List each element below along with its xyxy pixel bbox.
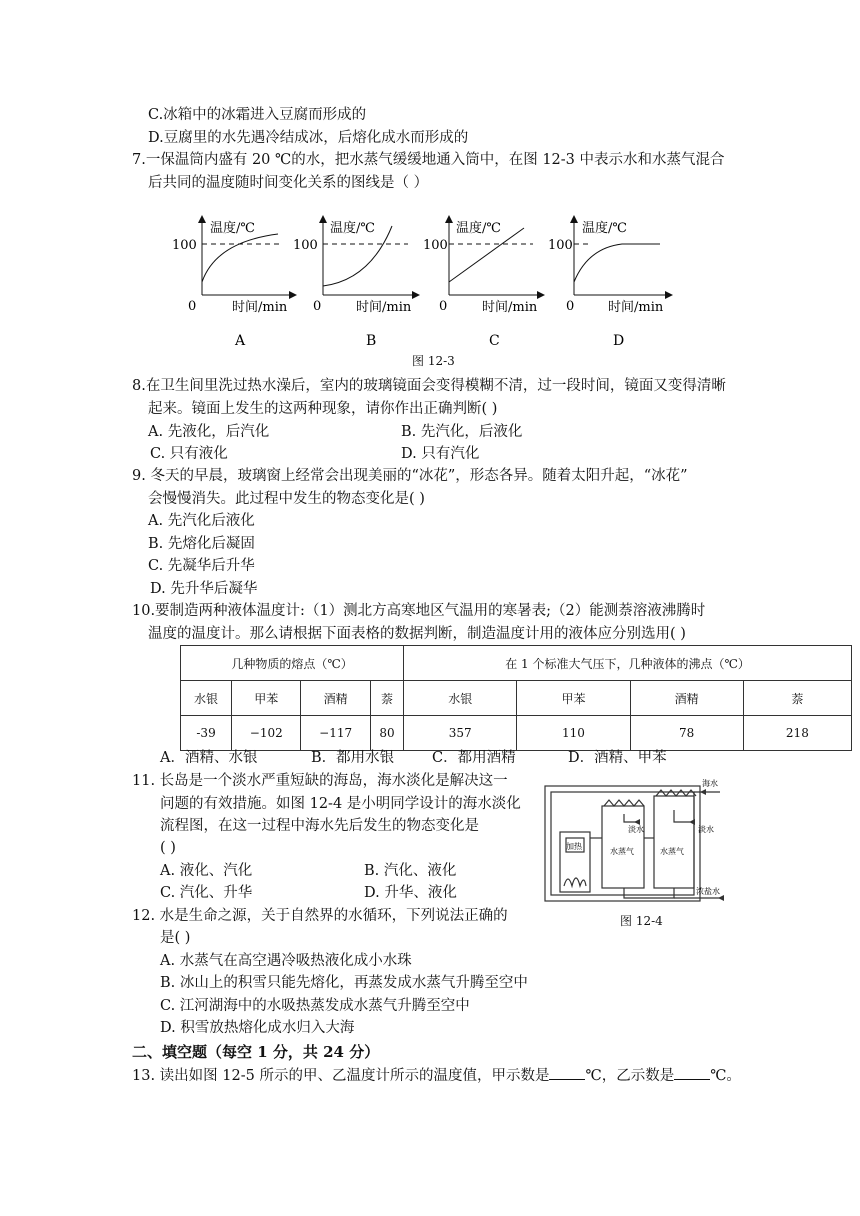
q13-text-pre: 13. 读出如图 12-5 所示的甲、乙温度计所示的温度值，甲示数是 — [132, 1068, 550, 1084]
graph-c — [423, 216, 544, 349]
table-cell: 218 — [743, 716, 851, 751]
q13-blank-yi[interactable] — [674, 1065, 710, 1080]
table-cell: -39 — [181, 716, 232, 751]
q12-text-line1: 12. 水是生命之源，关于自然界的水循环，下列说法正确的 — [132, 908, 508, 924]
graph-d-ylabel: 温度/℃ — [582, 221, 627, 236]
graph-b-tick-100: 100 — [293, 238, 318, 253]
graph-d-label: D — [613, 333, 625, 349]
q12-option-c: C. 江河湖海中的水吸热蒸发成水蒸气升腾至空中 — [160, 998, 470, 1014]
table-header-boiling: 在 1 个标准大气压下，几种液体的沸点（℃） — [404, 646, 852, 681]
q9-option-d: D. 先升华后凝华 — [150, 581, 258, 597]
q10-option-c: C．都用酒精 — [432, 750, 516, 766]
q8-option-d: D. 只有汽化 — [401, 446, 480, 462]
q9-option-b: B. 先熔化后凝固 — [148, 536, 255, 552]
table-cell: 78 — [630, 716, 743, 751]
graph-c-origin: 0 — [439, 299, 448, 314]
table-col-header: 水银 — [404, 681, 517, 716]
q10-option-d: D．酒精、甲苯 — [568, 750, 667, 766]
q10-data-table — [180, 645, 852, 751]
fig-label-fresh-2: 淡水 — [698, 825, 714, 834]
graph-a-tick-100: 100 — [172, 238, 197, 253]
figure-12-4-caption: 图 12-4 — [620, 914, 663, 928]
q11-text-line3: 流程图，在这一过程中海水先后发生的物态变化是 — [160, 818, 479, 834]
q10-option-b: B．都用水银 — [311, 750, 395, 766]
q11-option-c: C. 汽化、升华 — [160, 885, 253, 901]
fig-label-heat: 加热 — [566, 842, 582, 851]
fig-label-vapor-2: 水蒸气 — [660, 847, 684, 856]
q6-option-d: D.豆腐里的水先遇冷结成冰，后熔化成水而形成的 — [148, 130, 469, 146]
q11-text-line2: 问题的有效措施。如图 12-4 是小明同学设计的海水淡化 — [160, 796, 521, 812]
q12-option-d: D. 积雪放热熔化成水归入大海 — [160, 1020, 355, 1036]
q7-text-line1: 7.一保温筒内盛有 20 ℃的水，把水蒸气缓缓地通入筒中，在图 12-3 中表示水和水蒸气混合 — [132, 152, 725, 168]
q11-text-line1: 11. 长岛是一个淡水严重短缺的海岛，海水淡化是解决这一 — [132, 773, 508, 789]
q8-option-c: C. 只有液化 — [150, 446, 228, 462]
graph-b-origin: 0 — [313, 299, 322, 314]
table-col-header: 甲苯 — [517, 681, 630, 716]
q13-text-end: ℃。 — [710, 1068, 741, 1084]
table-col-header: 水银 — [181, 681, 232, 716]
table-col-header: 酒精 — [630, 681, 743, 716]
table-cell: 357 — [404, 716, 517, 751]
table-cell: 80 — [370, 716, 403, 751]
graph-a-ylabel: 温度/℃ — [210, 221, 255, 236]
q7-text-line2: 后共同的温度随时间变化关系的图线是（ ） — [148, 175, 429, 191]
q11-option-b: B. 汽化、液化 — [364, 863, 457, 879]
graph-a-xlabel: 时间/min — [232, 300, 288, 315]
table-header-melting: 几种物质的熔点（℃） — [181, 646, 404, 681]
table-cell: −117 — [301, 716, 370, 751]
graph-c-xlabel: 时间/min — [482, 300, 538, 315]
graph-d-xlabel: 时间/min — [608, 300, 664, 315]
q10-text-line1: 10.要制造两种液体温度计:（1）测北方高寒地区气温用的寒暑表;（2）能测萘溶液沸腾时 — [132, 603, 706, 619]
graph-b-label: B — [366, 333, 377, 349]
q9-option-a: A. 先汽化后液化 — [148, 513, 255, 529]
table-col-header: 萘 — [370, 681, 403, 716]
graph-a — [172, 216, 296, 349]
q8-option-b: B. 先汽化，后液化 — [401, 424, 523, 440]
graph-d-tick-100: 100 — [548, 238, 573, 253]
q9-text-line1: 9. 冬天的早晨，玻璃窗上经常会出现美丽的“冰花”，形态各异。随着太阳升起，“冰花” — [132, 468, 688, 484]
graph-c-line — [449, 228, 524, 282]
q13-blank-jia[interactable] — [549, 1065, 585, 1080]
graph-a-origin: 0 — [188, 299, 197, 314]
graph-b-ylabel: 温度/℃ — [330, 221, 375, 236]
section-2-heading: 二、填空题（每空 1 分，共 24 分） — [132, 1043, 380, 1061]
figure-12-3-caption: 图 12-3 — [412, 354, 455, 368]
q9-option-c: C. 先凝华后升华 — [148, 558, 255, 574]
graph-d — [548, 216, 672, 349]
graph-a-label: A — [235, 333, 246, 349]
q8-text-line2: 起来。镜面上发生的这两种现象，请你作出正确判断( ) — [148, 401, 498, 417]
table-col-header: 甲苯 — [232, 681, 301, 716]
graph-b-xlabel: 时间/min — [356, 300, 412, 315]
fig-label-vapor-1: 水蒸气 — [610, 847, 634, 856]
q12-option-b: B. 冰山上的积雪只能先熔化，再蒸发成水蒸气升腾至空中 — [160, 975, 528, 991]
q13-text-mid: ℃，乙示数是 — [585, 1068, 675, 1084]
graph-c-tick-100: 100 — [423, 238, 448, 253]
q8-option-a: A. 先液化，后汽化 — [148, 424, 270, 440]
graph-b — [293, 216, 419, 349]
table-col-header: 萘 — [743, 681, 851, 716]
figure-12-4-diagram — [540, 774, 725, 909]
q6-option-c: C.冰箱中的冰霜进入豆腐而形成的 — [148, 107, 367, 123]
graph-a-curve — [202, 234, 278, 282]
graph-d-origin: 0 — [566, 299, 575, 314]
table-cell: 110 — [517, 716, 630, 751]
graph-c-label: C — [489, 333, 500, 349]
graph-d-curve — [574, 244, 660, 282]
q11-option-a: A. 液化、汽化 — [160, 863, 253, 879]
table-cell: −102 — [232, 716, 301, 751]
fig-label-brine: 浓盐水 — [696, 887, 720, 896]
table-col-header: 酒精 — [301, 681, 370, 716]
fig-label-fresh-1: 淡水 — [628, 825, 644, 834]
q13-text — [132, 1065, 741, 1086]
figure-12-3 — [160, 212, 700, 352]
q11-option-d: D. 升华、液化 — [364, 885, 457, 901]
q9-text-line2: 会慢慢消失。此过程中发生的物态变化是( ) — [148, 491, 425, 507]
q10-text-line2: 温度的温度计。那么请根据下面表格的数据判断，制造温度计用的液体应分别选用( ) — [148, 626, 686, 642]
graph-c-ylabel: 温度/℃ — [456, 221, 501, 236]
q12-option-a: A. 水蒸气在高空遇冷吸热液化成小水珠 — [160, 953, 412, 969]
q11-text-line4: ( ) — [160, 840, 176, 856]
fig-label-seawater: 海水 — [702, 779, 718, 788]
q12-text-line2: 是( ) — [160, 930, 191, 946]
q10-option-a: A．酒精、水银 — [160, 750, 258, 766]
q8-text-line1: 8.在卫生间里洗过热水澡后，室内的玻璃镜面会变得模糊不清，过一段时间，镜面又变得清晰 — [132, 378, 726, 394]
